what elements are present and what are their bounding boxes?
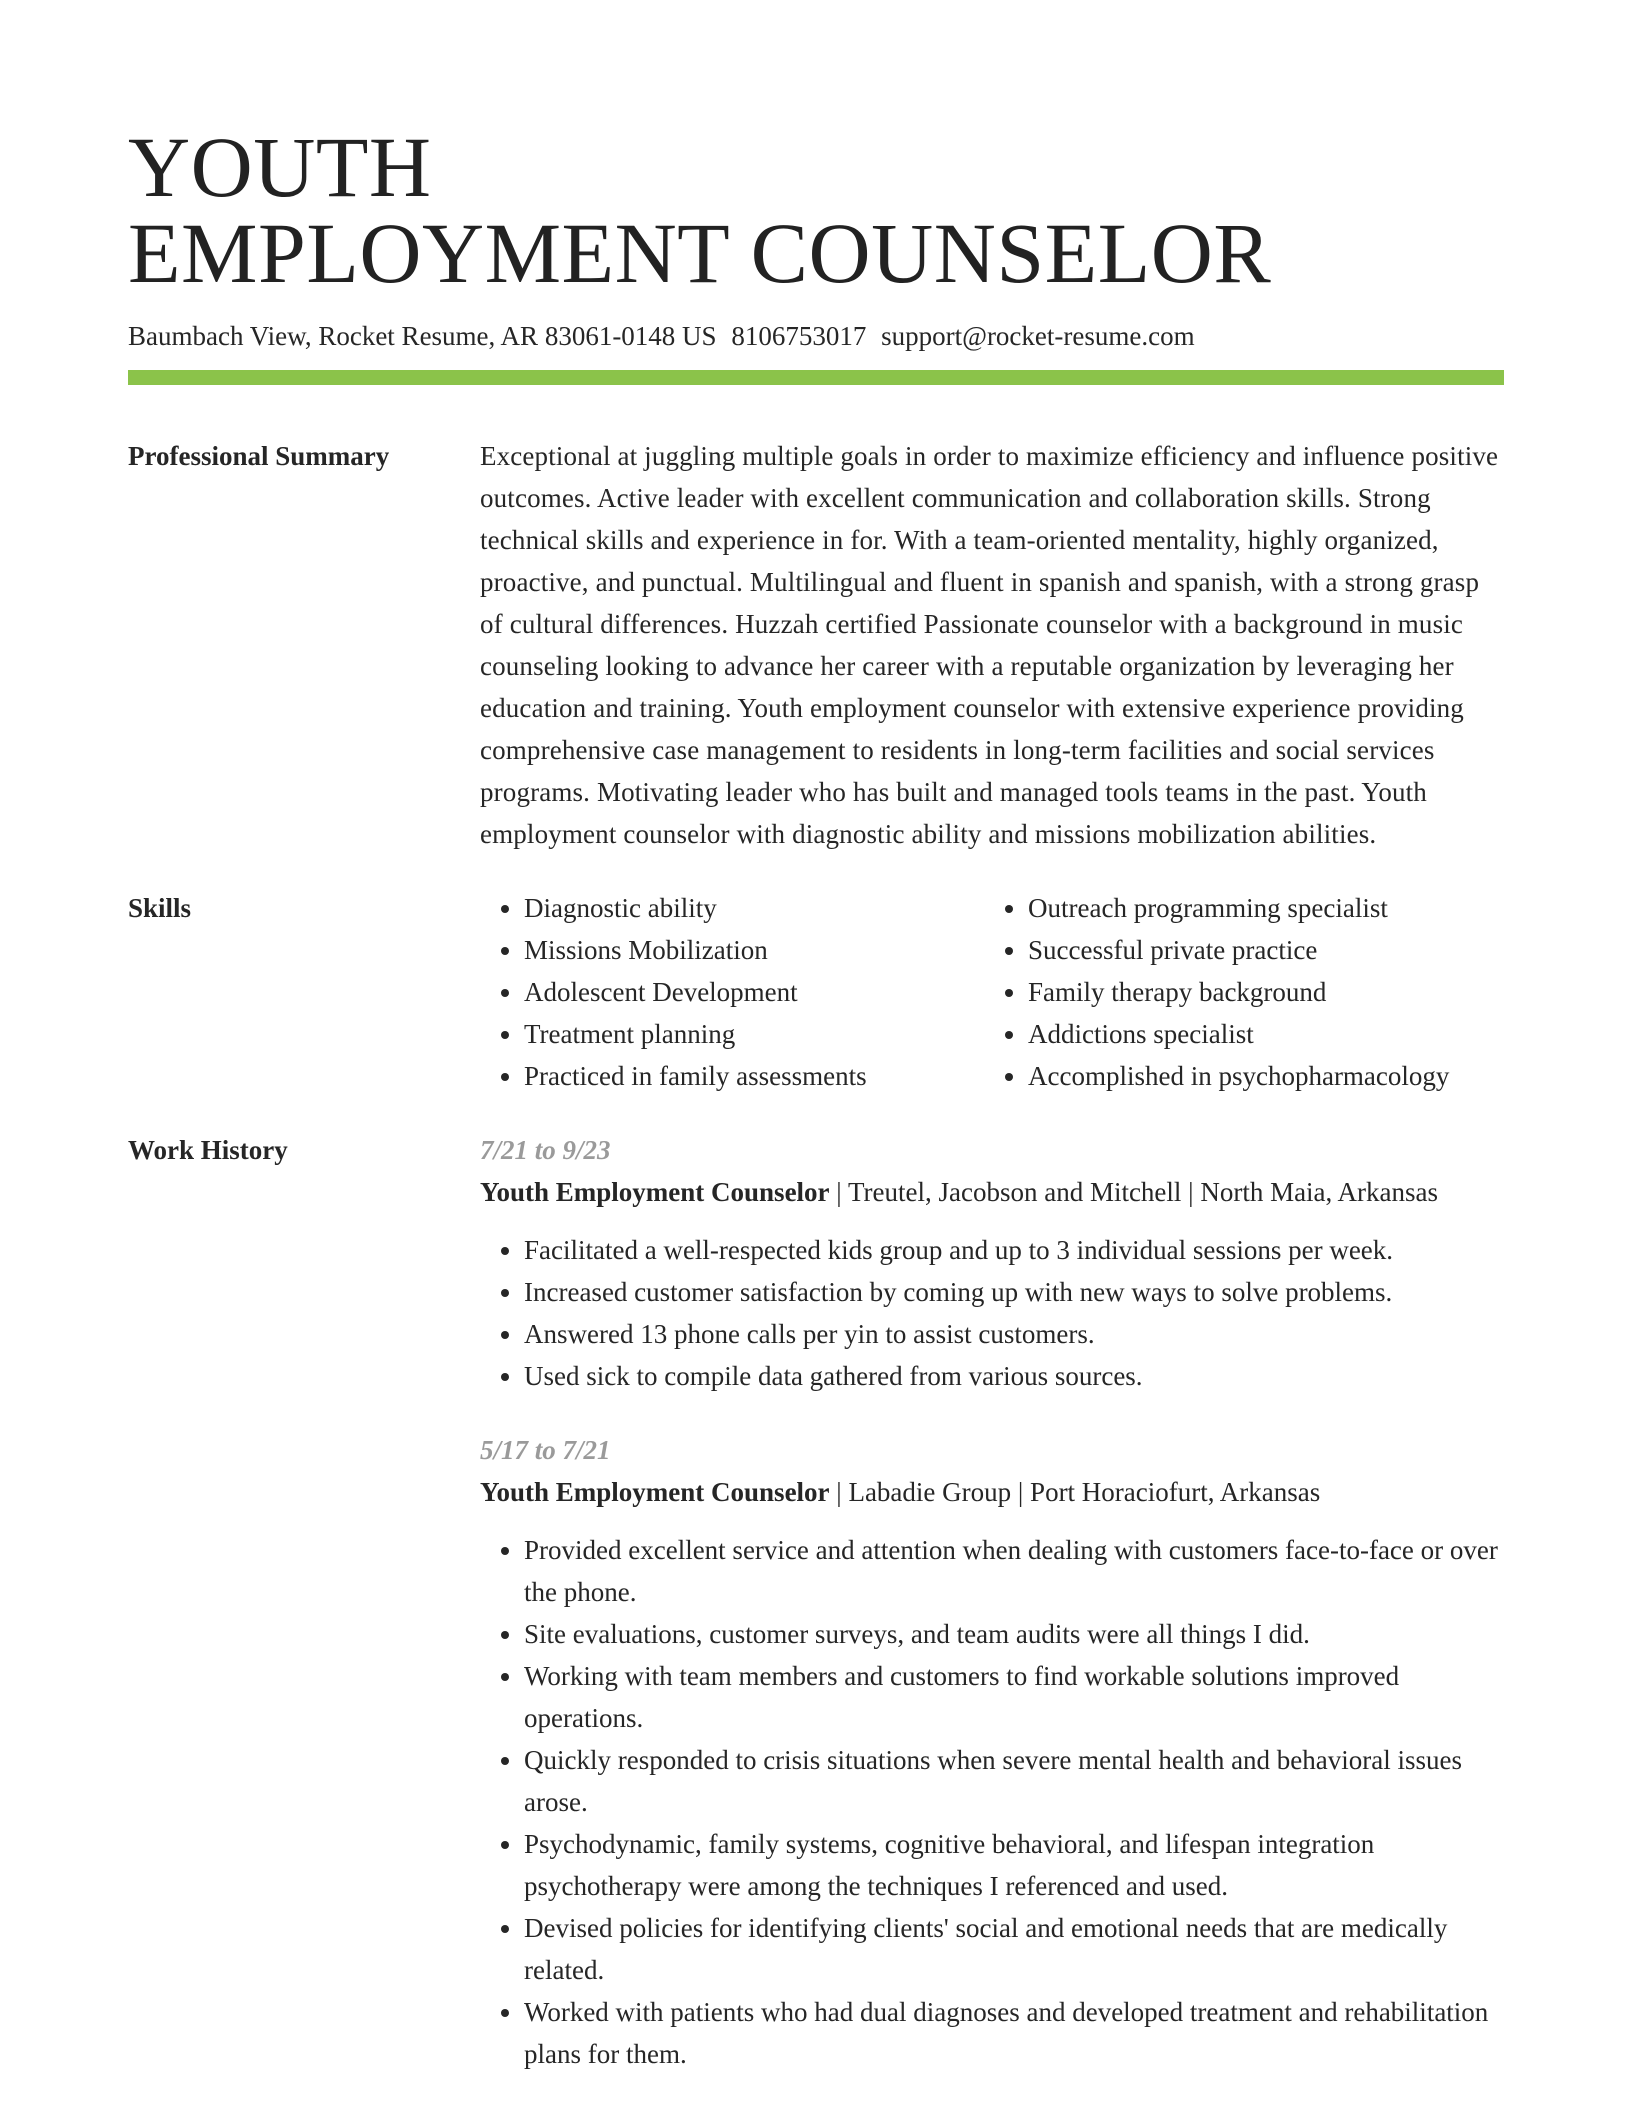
summary-heading: Professional Summary [128,441,390,471]
skills-list-left [480,887,984,1097]
job-entry [480,1129,1504,1397]
job-company: Treutel, Jacobson and Mitchell [847,1177,1182,1207]
job-bullet: • Provided excellent service and attention when dealing with customers face-to-face or over the phone. [524,1529,1504,1613]
job-bullet: • Increased customer satisfaction by coming up with new ways to solve problems. [524,1271,1504,1313]
summary-section [128,435,1504,855]
contact-email: support@rocket-resume.com [881,321,1195,351]
job-bullet-list [480,1229,1504,1397]
job-heading [480,1171,1504,1213]
summary-body [480,435,1504,855]
job-entry [480,1429,1504,2075]
job-location: North Maia, Arkansas [1200,1177,1439,1207]
job-bullet-list [480,1529,1504,2075]
job-bullet: • Answered 13 phone calls per yin to assist customers. [524,1313,1504,1355]
job-location: Port Horaciofurt, Arkansas [1030,1477,1321,1507]
job-bullet: • Facilitated a well-respected kids group and up to 3 individual sessions per week. [524,1229,1504,1271]
skill-item: • Adolescent Development [524,971,984,1013]
skill-item: • Treatment planning [524,1013,984,1055]
contact-address: Baumbach View, Rocket Resume, AR 83061-0148 US [128,321,717,351]
job-separator: | [836,1177,848,1207]
resume-title [128,0,1504,301]
job-bullet: • Devised policies for identifying clients' social and emotional needs that are medically related. [524,1907,1504,1991]
work-history-heading: Work History [128,1135,288,1165]
skill-item: • Diagnostic ability [524,887,984,929]
resume-page [128,0,1504,2075]
skill-item: • Addictions specialist [1028,1013,1504,1055]
job-bullet: • Psychodynamic, family systems, cognitive behavioral, and lifespan integration psychotherapy were among the techniques I referenced and used. [524,1823,1504,1907]
title-line-1: YOUTH [128,119,432,215]
job-bullet: • Quickly responded to crisis situations when severe mental health and behavioral issues arose. [524,1739,1504,1823]
work-history-section [128,1129,1504,2075]
title-line-2: EMPLOYMENT COUNSELOR [128,205,1272,301]
job-separator: | [1017,1477,1031,1507]
skills-section [128,887,1504,1097]
job-dates: 5/17 to 7/21 [480,1435,611,1465]
skill-item: • Missions Mobilization [524,929,984,971]
job-company: Labadie Group [848,1477,1012,1507]
skills-list-right [984,887,1504,1097]
job-heading [480,1471,1504,1513]
header-divider [128,370,1504,385]
contact-phone: 8106753017 [731,321,867,351]
job-bullet: • Worked with patients who had dual diagnoses and developed treatment and rehabilitation plans for them. [524,1991,1504,2075]
summary-text: Exceptional at juggling multiple goals in order to maximize efficiency and influence positive outcomes. Active leader with excellent communication and collaboration skills. Strong technical skills and experience in for. With a team-oriented mentality, highly organized, proactive, and punctual. Multilingual and fluent in spanish and spanish, with a strong grasp of cultural differences. Huzzah certified Passionate counselor with a background in music counseling looking to advance her career with a reputable organization by leveraging her education and training. Youth employment counselor with extensive experience providing comprehensive case management to residents in long-term facilities and social services programs. Motivating leader who has built and managed tools teams in the past. Youth employment counselor with diagnostic ability and missions mobilization abilities. [480,441,1499,849]
job-separator: | [836,1477,849,1507]
job-bullet: • Working with team members and customers to find workable solutions improved operations. [524,1655,1504,1739]
skill-item: • Practiced in family assessments [524,1055,984,1097]
skills-heading: Skills [128,893,192,923]
job-bullet: • Site evaluations, customer surveys, and team audits were all things I did. [524,1613,1504,1655]
job-title: Youth Employment Counselor [480,1177,830,1207]
contact-line [128,318,1504,354]
job-title: Youth Employment Counselor [480,1477,830,1507]
skill-item: • Outreach programming specialist [1028,887,1504,929]
skill-item: • Accomplished in psychopharmacology [1028,1055,1504,1097]
job-dates: 7/21 to 9/23 [480,1135,611,1165]
skill-item: • Family therapy background [1028,971,1504,1013]
skills-body [480,887,1504,1097]
skill-item: • Successful private practice [1028,929,1504,971]
job-separator: | [1188,1177,1201,1207]
work-history-body [480,1129,1504,2075]
job-bullet: • Used sick to compile data gathered from various sources. [524,1355,1504,1397]
